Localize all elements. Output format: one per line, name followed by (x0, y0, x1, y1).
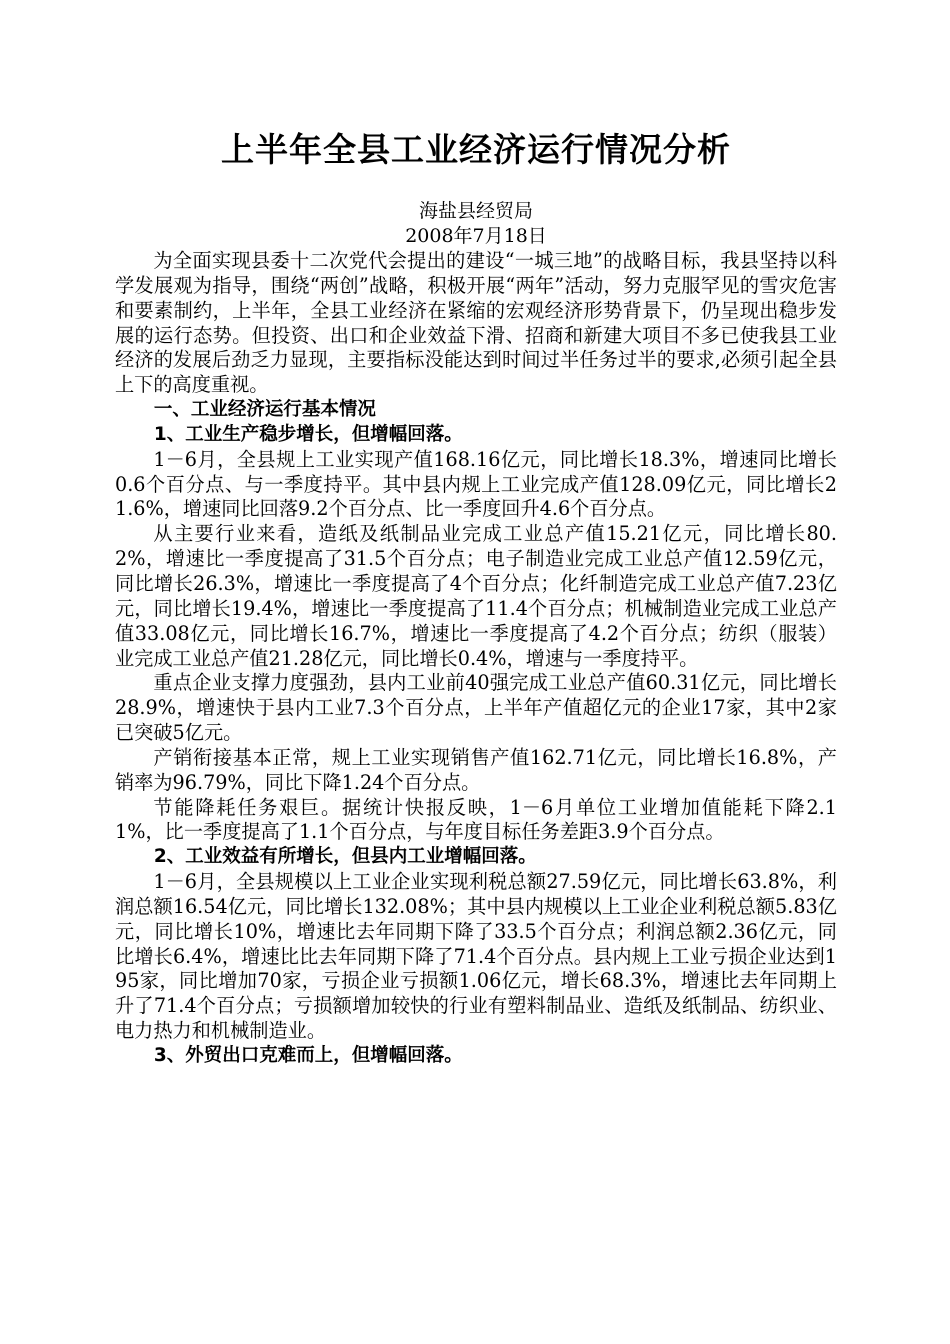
paragraph-profits: 1－6月，全县规模以上工业企业实现利税总额27.59亿元，同比增长63.8%，利润总额16.54亿元，同比增长132.08%；其中县内规模以上工业企业利税总额5.83亿元，同比增长10%，增速比去年同期下降了33.5个百分点；利润总额2.36亿元，同比增长6.4%，增速比比去年同期下降了71.4个百分点。县内规上工业亏损企业达到195家，同比增加70家，亏损企业亏损额1.06亿元，增长68.3%，增速比去年同期上升了71.4个百分点；亏损额增加较快的行业有塑料制品业、造纸及纸制品、纺织业、电力热力和机械制造业。 (115, 870, 837, 1043)
paragraph-production: 1－6月，全县规上工业实现产值168.16亿元，同比增长18.3%，增速同比增长0.6个百分点、与一季度持平。其中县内规上工业完成产值128.09亿元，同比增长21.6%，增速同比回落9.2个百分点、比一季度回升4.6个百分点。 (115, 447, 837, 521)
section-heading-1: 一、工业经济运行基本情况 (153, 399, 376, 421)
paragraph-sales: 产销衔接基本正常，规上工业实现销售产值162.71亿元，同比增长16.8%，产销率为96.79%，同比下降1.24个百分点。 (115, 745, 837, 794)
paragraph-energy: 节能降耗任务艰巨。据统计快报反映，1－6月单位工业增加值能耗下降2.1 1%，比一季度提高了1.1个百分点，与年度目标任务差距3.9个百分点。 (115, 795, 837, 844)
intro-paragraph: 为全面实现县委十二次党代会提出的建设“一城三地”的战略目标，我县坚持以科学发展观为指导，围绕“两创”战略，积极开展“两年”活动，努力克服罕见的雪灾危害和要素制约，上半年，全县工业经济在紧缩的宏观经济形势背景下，仍呈现出稳步发展的运行态势。但投资、出口和企业效益下滑、招商和新建大项目不多已使我县工业经济的发展后劲乏力显现，主要指标没能达到时间过半任务过半的要求,必须引起全县上下的高度重视。 (115, 249, 837, 397)
paragraph-key-enterprises: 重点企业支撑力度强劲，县内工业前40强完成工业总产值60.31亿元，同比增长28.9%，增速快于县内工业7.3个百分点，上半年产值超亿元的企业17家，其中2家已突破5亿元。 (115, 671, 837, 745)
date-line: 2008年7月18日 (405, 225, 547, 247)
byline (115, 199, 837, 249)
subsection-heading-1: 1、工业生产稳步增长，但增幅回落。 (153, 423, 463, 445)
subsection-heading-2: 2、工业效益有所增长，但县内工业增幅回落。 (153, 846, 537, 868)
document-title: 上半年全县工业经济运行情况分析 (221, 130, 731, 169)
subsection-heading-3: 3、外贸出口克难而上，但增幅回落。 (153, 1045, 463, 1066)
document-body (115, 249, 837, 1069)
paragraph-industries: 从主要行业来看，造纸及纸制品业完成工业总产值15.21亿元，同比增长80.2%，增速比一季度提高了31.5个百分点；电子制造业完成工业总产值12.59亿元，同比增长26.3%，增速比一季度提高了4个百分点；化纤制造完成工业总产值7.23亿元，同比增长19.4%，增速比一季度提高了11.4个百分点；机械制造业完成工业总产值33.08亿元，同比增长16.7%，增速比一季度提高了4.2个百分点；纺织（服装）业完成工业总产值21.28亿元，同比增长0.4%，增速与一季度持平。 (115, 522, 837, 670)
author-line: 海盐县经贸局 (418, 200, 533, 222)
